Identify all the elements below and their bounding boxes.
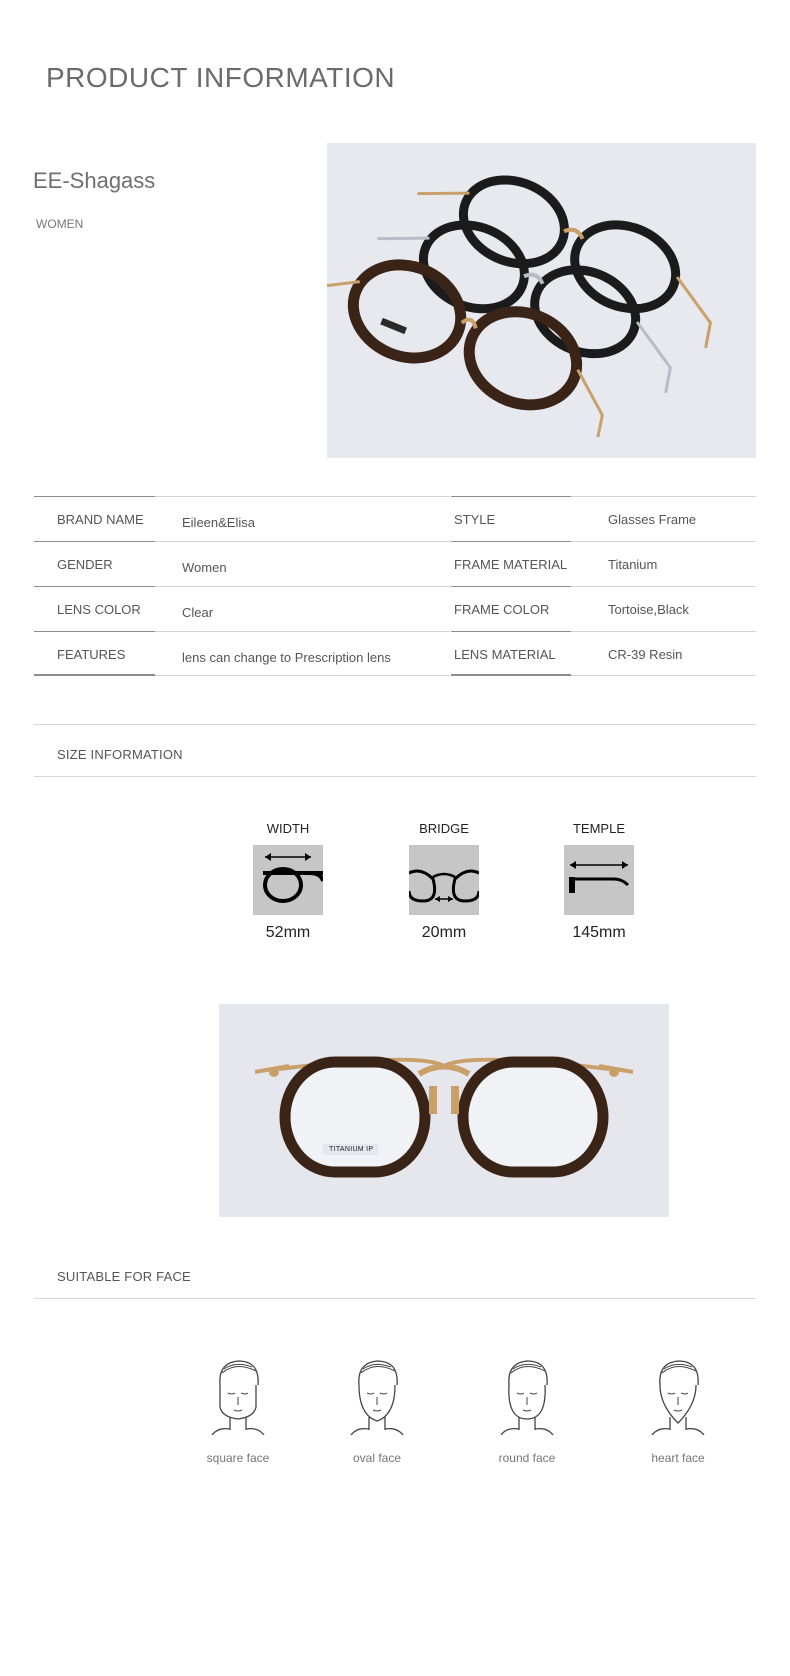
face-item bbox=[188, 1355, 288, 1465]
size-section-title: SIZE INFORMATION bbox=[57, 747, 183, 762]
frame-engraving: TITANIUM IP bbox=[329, 1146, 374, 1153]
spec-label: FRAME MATERIAL bbox=[454, 557, 568, 572]
spec-value: lens can change to Prescription lens bbox=[182, 650, 391, 665]
size-item-bridge bbox=[404, 821, 484, 942]
spec-row bbox=[34, 496, 756, 541]
spec-table bbox=[34, 496, 756, 676]
size-label: BRIDGE bbox=[419, 821, 469, 836]
face-item bbox=[628, 1355, 728, 1465]
product-name: EE-Shagass bbox=[33, 168, 156, 193]
spec-label: BRAND NAME bbox=[57, 512, 144, 527]
spec-label: LENS MATERIAL bbox=[454, 647, 556, 662]
spec-value: Glasses Frame bbox=[608, 512, 697, 527]
face-label: square face bbox=[206, 1451, 270, 1465]
spec-value: Tortoise,Black bbox=[608, 602, 689, 617]
face-label: round face bbox=[498, 1451, 556, 1465]
gender-tag: WOMEN bbox=[36, 217, 84, 231]
spec-value: Eileen&Elisa bbox=[182, 515, 255, 530]
size-value: 20mm bbox=[421, 924, 467, 941]
spec-value: CR-39 Resin bbox=[608, 647, 683, 662]
spec-label: FRAME COLOR bbox=[454, 602, 550, 617]
spec-label: LENS COLOR bbox=[57, 602, 141, 617]
front-view-image bbox=[219, 1004, 669, 1217]
width-diagram-icon bbox=[253, 845, 323, 915]
face-label: heart face bbox=[651, 1451, 705, 1465]
spec-value: Titanium bbox=[608, 557, 658, 572]
size-label: TEMPLE bbox=[572, 821, 625, 836]
spec-label: STYLE bbox=[454, 512, 496, 527]
spec-row bbox=[34, 541, 756, 586]
spec-value: Women bbox=[182, 560, 227, 575]
oval-face-icon bbox=[347, 1355, 407, 1435]
spec-row bbox=[34, 586, 756, 631]
round-face-icon bbox=[497, 1355, 557, 1435]
product-hero-image bbox=[327, 143, 756, 458]
bridge-diagram-icon bbox=[409, 845, 479, 915]
size-value: 52mm bbox=[265, 924, 311, 941]
heart-face-icon bbox=[648, 1355, 708, 1435]
section-divider bbox=[34, 724, 756, 725]
temple-diagram-icon bbox=[564, 845, 634, 915]
square-face-icon bbox=[208, 1355, 268, 1435]
size-value: 145mm bbox=[572, 924, 626, 941]
page-title: PRODUCT INFORMATION bbox=[46, 62, 396, 93]
spec-row bbox=[34, 631, 756, 676]
section-divider bbox=[34, 776, 756, 777]
spec-label: FEATURES bbox=[57, 647, 126, 662]
section-divider bbox=[34, 1298, 756, 1299]
face-item bbox=[477, 1355, 577, 1465]
size-item-temple bbox=[559, 821, 639, 942]
face-section-title: SUITABLE FOR FACE bbox=[57, 1269, 191, 1284]
spec-label: GENDER bbox=[57, 557, 113, 572]
size-label: WIDTH bbox=[266, 821, 310, 836]
size-item-width bbox=[248, 821, 328, 942]
face-label: oval face bbox=[352, 1451, 402, 1465]
face-item bbox=[327, 1355, 427, 1465]
spec-value: Clear bbox=[182, 605, 214, 620]
